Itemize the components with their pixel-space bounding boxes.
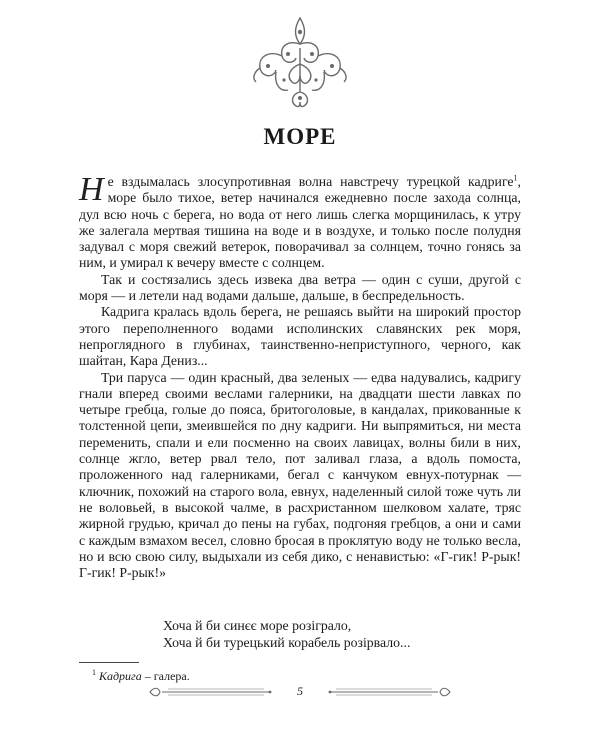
footnote-divider [79,662,139,663]
paragraph-2: Так и состязались здесь извека два ветра — один с суши, другой с моря — и летели над водами дальше, дальше, в беспредельность. [79,271,521,304]
poem-line: Хоча й би синєє море розіграло, [163,618,352,633]
chapter-title: МОРЕ [263,124,337,149]
footnote-reference[interactable]: 1 [513,173,518,183]
footnote-number: 1 [92,668,96,677]
page-number: 5 [297,684,303,698]
footnote [92,669,190,684]
footnote-term: Кадрига [99,669,142,683]
paragraph-1 [79,171,521,272]
damask-ornament-icon [248,14,352,114]
paragraph-1-start: е вздымалась злосупротивная волна навстречу турецкой кадриге [107,174,514,189]
paragraph-1-rest: , море было тихое, ветер начинался ежедневно после захода солнца, дул всю ночь с берега, но вода от него лишь слегка морщинилась, к утру же залегала мертвая тишина на воде и в воздухе, и только после полудня задувал с моря свежий ветерок, поворачивал за солнцем, точно гонясь за ним, и умирал к вечеру вместе с солнцем. [79,174,521,271]
footnote-definition: – галера. [141,669,190,683]
paragraph-4: Три паруса — один красный, два зеленых — едва надувались, кадригу гнали вперед своими веслами галерники, на двадцати шести лавках по четыре гребца, голые до пояса, бритоголовые, в кандалах, прикованные к толстенной цепи, змеившейся по дну кадриги. Ни выпрямиться, ни места переменить, спали и ели посменно на своих лавицах, волны били в них, солнце жгло, ветер рвал тело, пот заливал глаза, а вдоль помоста, проложенного над галерниками, бегал с канчуком евнух-потурнак — ключник, похожий на старого вола, евнух, наделенный силой тоже чуть ли не воловьей, в высокой чалме, в расхристанном шелковом халате, тряс жирной грудью, кричал до пены на губах, подгоняя гребцов, а они и сами с каждым взмахом весел, словно бросая в проклятую воду не только весла, но и всю свою силу, выдыхали из себя дико, с ненавистью: «Г-гик! Р-рык! Г-гик! Р-рык!» [79,369,521,581]
poem-line: Хоча й би турецький корабель розірвало... [163,635,411,650]
right-flourish-icon [326,686,452,698]
body-text [79,171,521,581]
paragraph-3: Кадрига кралась вдоль берега, не решаясь выйти на широкий простор этого переполненного водами исполинских славянских рек моря, непроглядного в глубинах, таинственно-неприступного, черного, как шайтан, Кара Дениз... [79,304,521,369]
poem-quote [163,617,410,651]
drop-cap: Н [79,171,104,208]
